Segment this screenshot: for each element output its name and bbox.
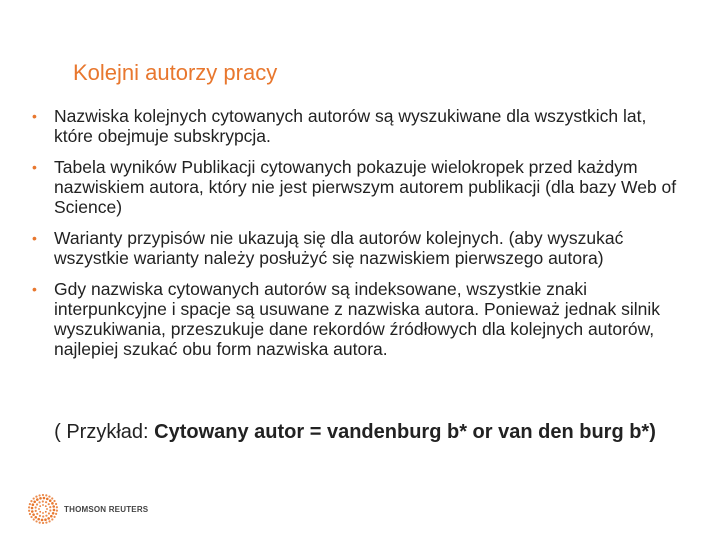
bullet-item <box>30 228 690 268</box>
logo-dot <box>50 515 53 518</box>
logo-dot <box>45 515 47 517</box>
bullet-dot-icon: • <box>32 159 37 175</box>
example-text <box>30 421 680 444</box>
logo-dot <box>46 508 48 510</box>
logo-dot <box>33 518 35 520</box>
logo-dot <box>56 510 58 512</box>
logo-dot <box>46 498 49 501</box>
bullet-item <box>30 157 690 217</box>
logo-dot <box>52 512 55 515</box>
logo-dot <box>42 515 44 517</box>
logo-dot <box>45 501 47 503</box>
logo-dot <box>31 510 34 513</box>
logo-dot <box>48 495 50 497</box>
logo-dot <box>51 497 53 499</box>
slide-title: Kolejni autorzy pracy <box>73 60 278 85</box>
bullet-item <box>30 279 690 359</box>
logo-dot <box>45 494 47 496</box>
logo-dot <box>42 500 44 502</box>
logo-dot <box>35 520 37 522</box>
logo-dot <box>28 510 30 512</box>
logo-dot <box>36 513 38 515</box>
bullet-item <box>30 106 690 146</box>
thomson-reuters-logo <box>28 494 148 524</box>
logo-dot <box>48 512 50 514</box>
logo-dot <box>49 506 51 508</box>
logo-text: THOMSON REUTERS <box>64 504 149 514</box>
logo-dot <box>33 497 35 499</box>
logo-dot <box>37 518 40 521</box>
logo-dot <box>45 511 47 513</box>
logo-dot <box>38 494 40 496</box>
logo-dot <box>29 513 31 515</box>
logo-dot <box>42 522 44 524</box>
logo-dot <box>47 517 50 520</box>
logo-dot <box>35 506 37 508</box>
logo-dot <box>39 497 42 500</box>
logo-dot <box>55 513 57 515</box>
logo-dot <box>30 516 32 518</box>
logo-dot <box>44 518 47 521</box>
bullet-text: Warianty przypisów nie ukazują się dla autorów kolejnych. (aby wyszukać wszystkie warianty należy posłużyć się nazwiskiem pierwszego autora) <box>54 228 624 268</box>
logo-dot <box>35 510 37 512</box>
logo-dot <box>32 513 35 516</box>
logo-dot <box>42 494 44 496</box>
logo-dot <box>29 503 31 505</box>
logo-dot <box>39 522 41 524</box>
logo-dot <box>48 503 50 505</box>
logo-dot <box>51 518 53 520</box>
logo-dot <box>33 500 36 503</box>
logo-dot <box>34 516 37 519</box>
bullet-text: Tabela wyników Publikacji cytowanych pokazuje wielokropek przed każdym nazwiskiem autora, który nie jest pierwszym autorem publikacji (dla bazy Web of Science) <box>54 157 677 217</box>
logo-dot <box>53 509 56 512</box>
bullet-text: Gdy nazwiska cytowanych autorów są indeksowane, wszystkie znaki interpunkcyjne i spacje są usuwane z nazwiska autora. Ponieważ jednak silnik wyszukiwania, przeszukuje dane rekordów źródłowych dla kolejnych autorów, najlepiej szukać obu form nazwiska autora. <box>54 279 661 359</box>
logo-dot <box>30 500 32 502</box>
logo-dot <box>49 499 52 502</box>
logo-dot <box>42 512 44 514</box>
logo-dot <box>28 506 30 508</box>
logo-dot <box>39 511 41 513</box>
example-query: Cytowany autor = vandenburg b* or van den burg b*) <box>154 421 656 443</box>
logo-dot <box>56 506 58 508</box>
logo-dot <box>38 501 40 503</box>
logo-dot <box>49 509 51 511</box>
logo-dot <box>55 503 57 505</box>
thomson-reuters-dots-icon <box>28 494 58 524</box>
logo-dot <box>39 515 41 517</box>
logo-dot <box>43 497 46 500</box>
logo-dot <box>39 505 41 507</box>
bullet-dot-icon: • <box>32 108 37 124</box>
bullet-list <box>30 106 690 370</box>
logo-dot <box>42 504 44 506</box>
logo-dot <box>48 520 50 522</box>
logo-dot <box>53 500 55 502</box>
logo-dot <box>35 496 37 498</box>
logo-dot <box>31 507 34 510</box>
logo-dot <box>32 503 35 506</box>
logo-dot <box>38 508 40 510</box>
bullet-dot-icon: • <box>32 230 37 246</box>
logo-dot <box>52 505 55 508</box>
bullet-text: Nazwiska kolejnych cytowanych autorów są wyszukiwane dla wszystkich lat, które obejmuje subskrypcja. <box>54 106 647 146</box>
logo-dot <box>41 519 44 522</box>
logo-dot <box>45 505 47 507</box>
bullet-dot-icon: • <box>32 281 37 297</box>
logo-dot <box>36 503 38 505</box>
logo-dot <box>53 516 55 518</box>
logo-dot <box>45 521 47 523</box>
logo-dot <box>51 502 54 505</box>
logo-dot <box>36 498 39 501</box>
example-prefix: ( Przykład: <box>54 421 155 443</box>
